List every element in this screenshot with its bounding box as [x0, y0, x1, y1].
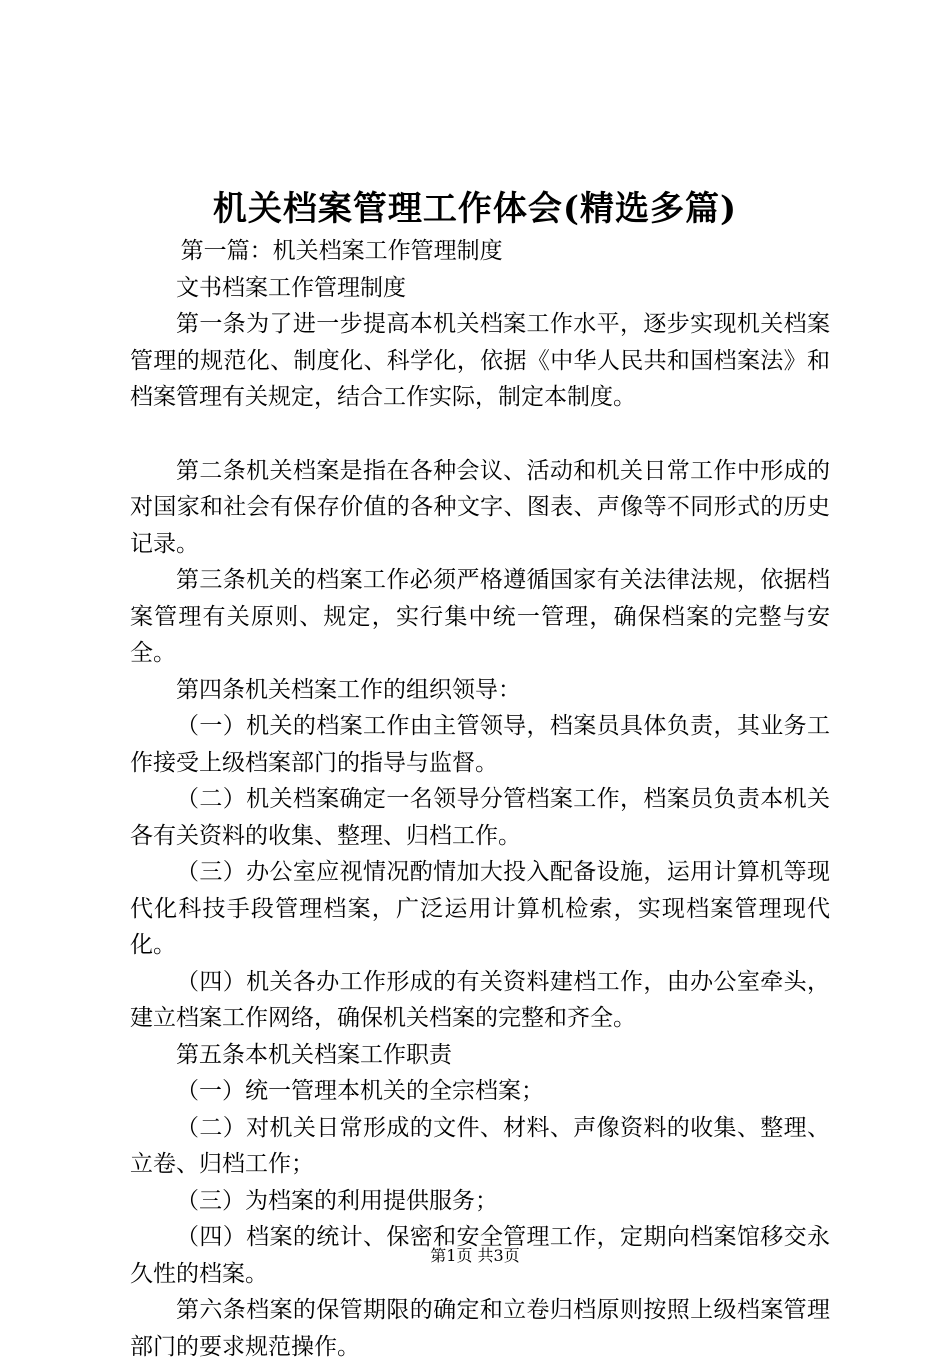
article-2: 第二条机关档案是指在各种会议、活动和机关日常工作中形成的对国家和社会有保存价值的各种文字、图表、声像等不同形式的历史记录。	[130, 457, 830, 557]
article-5-item-1: （一）统一管理本机关的全宗档案；	[176, 1078, 544, 1104]
article-5-item-4: （四）档案的统计、保密和安全管理工作，定期向档案馆移交永久性的档案。	[130, 1224, 830, 1287]
article-4-item-3: （三）办公室应视情况酌情加大投入配备设施，运用计算机等现代化科技手段管理档案，广泛运用计算机检索，实现档案管理现代化。	[130, 859, 830, 958]
article-5: 第五条本机关档案工作职责	[176, 1041, 452, 1068]
article-5-item-2: （二）对机关日常形成的文件、材料、声像资料的收集、整理、立卷、归档工作；	[130, 1114, 830, 1177]
article-4-item-4: （四）机关各办工作形成的有关资料建档工作，由办公室牵头，建立档案工作网络，确保机关档案的完整和齐全。	[130, 968, 830, 1031]
article-1: 第一条为了进一步提高本机关档案工作水平，逐步实现机关档案管理的规范化、制度化、科学化，依据《中华人民共和国档案法》和档案管理有关规定，结合工作实际，制定本制度。	[130, 311, 830, 410]
document-title: 机关档案管理工作体会(精选多篇)	[212, 189, 738, 229]
article-4-item-2: （二）机关档案确定一名领导分管档案工作，档案员负责本机关各有关资料的收集、整理、归档工作。	[130, 786, 830, 849]
chapter-heading: 第一篇：机关档案工作管理制度	[180, 238, 503, 264]
article-6: 第六条档案的保管期限的确定和立卷归档原则按照上级档案管理部门的要求规范操作。	[130, 1297, 830, 1360]
document-body	[130, 233, 830, 1365]
article-5-item-3: （三）为档案的利用提供服务；	[176, 1187, 498, 1214]
article-4: 第四条机关档案工作的组织领导：	[176, 676, 521, 703]
article-3: 第三条机关的档案工作必须严格遵循国家有关法律法规，依据档案管理有关原则、规定，实行集中统一管理，确保档案的完整与安全。	[130, 567, 830, 666]
article-4-item-1: （一）机关的档案工作由主管领导，档案员具体负责，其业务工作接受上级档案部门的指导与监督。	[130, 713, 830, 776]
section-heading: 文书档案工作管理制度	[176, 274, 406, 301]
page-number: 第1页 共3页	[430, 1246, 520, 1265]
